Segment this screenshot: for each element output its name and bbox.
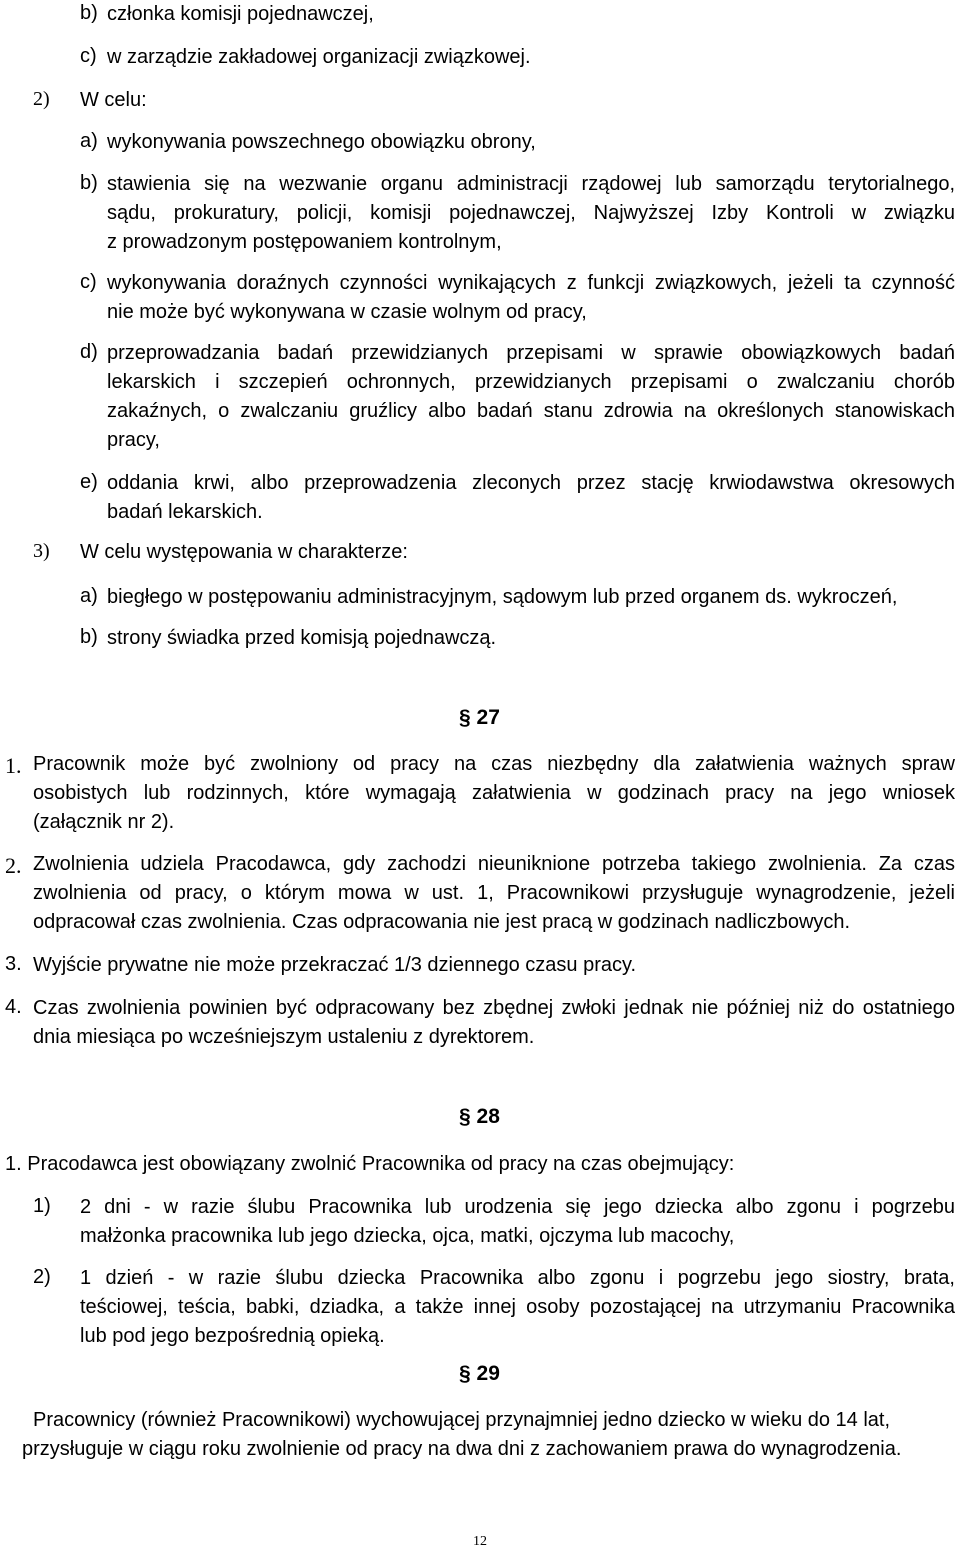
paragraph-label: 2.	[5, 853, 22, 878]
paragraph-line: odpracował czas zwolnienia. Czas odpracowania nie jest pracą w godzinach nadliczbowych.	[33, 911, 851, 933]
point-label: 2)	[33, 88, 50, 110]
paragraph-line: osobistych lub rodzinnych, które wymagają załatwienia w godzinach pracy na jego wniosek	[33, 782, 955, 804]
item-line: lub pod jego bezpośrednią opieką.	[80, 1325, 385, 1347]
paragraph-line: Pracownik może być zwolniony od pracy na czas niezbędny dla załatwienia ważnych spraw	[33, 753, 955, 775]
point-label: 3)	[33, 540, 50, 562]
item-label: a)	[80, 585, 98, 607]
paragraph-label: 1.	[5, 753, 22, 778]
point-text: W celu występowania w charakterze:	[80, 541, 408, 563]
item-label: a)	[80, 130, 98, 152]
item-line: stawienia się na wezwanie organu administracji rządowej lub samorządu terytorialnego,	[107, 173, 955, 195]
item-label: b)	[80, 172, 98, 194]
item-line: teściowej, teścia, babki, dziadka, a także innej osoby pozostającej na utrzymaniu Pracownika	[80, 1296, 955, 1318]
item-line: pracy,	[107, 429, 160, 451]
item-line: zakaźnych, o zwalczaniu gruźlicy albo badań stanu zdrowia na określonych stanowiskach	[107, 400, 955, 422]
item-line: oddania krwi, albo przeprowadzenia zleconych przez stację krwiodawstwa okresowych	[107, 472, 955, 494]
item-text: strony świadka przed komisją pojednawczą.	[107, 627, 497, 649]
item-label: c)	[80, 271, 97, 293]
item-line: przeprowadzania badań przewidzianych przepisami w sprawie obowiązkowych badań	[107, 342, 955, 364]
item-label: d)	[80, 341, 98, 363]
item-label: e)	[80, 471, 98, 493]
item-label: 1)	[33, 1195, 51, 1217]
item-line: z prowadzonym postępowaniem kontrolnym,	[107, 231, 502, 253]
item-line: wykonywania doraźnych czynności wynikających z funkcji związkowych, jeżeli ta czynność	[107, 272, 955, 294]
paragraph-line: przysługuje w ciągu roku zwolnienie od pracy na dwa dni z zachowaniem prawa do wynagrodzenia.	[22, 1438, 902, 1460]
paragraph-line: Czas zwolnienia powinien być odpracowany bez zbędnej zwłoki jednak nie później niż do ostatniego	[33, 997, 955, 1019]
paragraph-intro: 1. Pracodawca jest obowiązany zwolnić Pracownika od pracy na czas obejmujący:	[5, 1153, 735, 1175]
item-line: badań lekarskich.	[107, 501, 263, 523]
paragraph-line: (załącznik nr 2).	[33, 811, 175, 833]
item-label: 2)	[33, 1266, 51, 1288]
item-line: nie może być wykonywana w czasie wolnym od pracy,	[107, 301, 587, 323]
item-label: c)	[80, 45, 97, 67]
item-text: w zarządzie zakładowej organizacji związkowej.	[107, 46, 531, 68]
section-heading-29: § 29	[459, 1362, 500, 1385]
item-label: b)	[80, 626, 98, 648]
paragraph-label: 3.	[5, 953, 22, 975]
paragraph-text: Wyjście prywatne nie może przekraczać 1/3 dziennego czasu pracy.	[33, 954, 637, 976]
item-line: 2 dni - w razie ślubu Pracownika lub urodzenia się jego dziecka albo zgonu i pogrzebu	[80, 1196, 955, 1218]
paragraph-line: dnia miesiąca po wcześniejszym ustaleniu z dyrektorem.	[33, 1026, 535, 1048]
paragraph-line: Pracownicy (również Pracownikowi) wychowującej przynajmniej jedno dziecko w wieku do 14 lat,	[33, 1409, 891, 1431]
item-text: wykonywania powszechnego obowiązku obrony,	[107, 131, 536, 153]
item-line: sądu, prokuratury, policji, komisji pojednawczej, Najwyższej Izby Kontroli w związku	[107, 202, 955, 224]
item-text: członka komisji pojednawczej,	[107, 3, 374, 25]
item-line: 1 dzień - w razie ślubu dziecka Pracownika albo zgonu i pogrzebu jego siostry, brata,	[80, 1267, 955, 1289]
point-text: W celu:	[80, 89, 147, 111]
page-number: 12	[473, 1534, 487, 1549]
section-heading-27: § 27	[459, 706, 500, 729]
item-text: biegłego w postępowaniu administracyjnym, sądowym lub przed organem ds. wykroczeń,	[107, 586, 898, 608]
item-label: b)	[80, 2, 98, 24]
section-heading-28: § 28	[459, 1105, 500, 1128]
item-line: małżonka pracownika lub jego dziecka, ojca, matki, ojczyma lub macochy,	[80, 1225, 735, 1247]
paragraph-line: zwolnienia od pracy, o którym mowa w ust. 1, Pracownikowi przysługuje wynagrodzenie, jeżeli	[33, 882, 955, 904]
item-line: lekarskich i szczepień ochronnych, przewidzianych przepisami o zwalczaniu chorób	[107, 371, 955, 393]
paragraph-label: 4.	[5, 996, 22, 1018]
paragraph-line: Zwolnienia udziela Pracodawca, gdy zachodzi nieuniknione potrzeba takiego zwolnienia. Za czas	[33, 853, 955, 875]
